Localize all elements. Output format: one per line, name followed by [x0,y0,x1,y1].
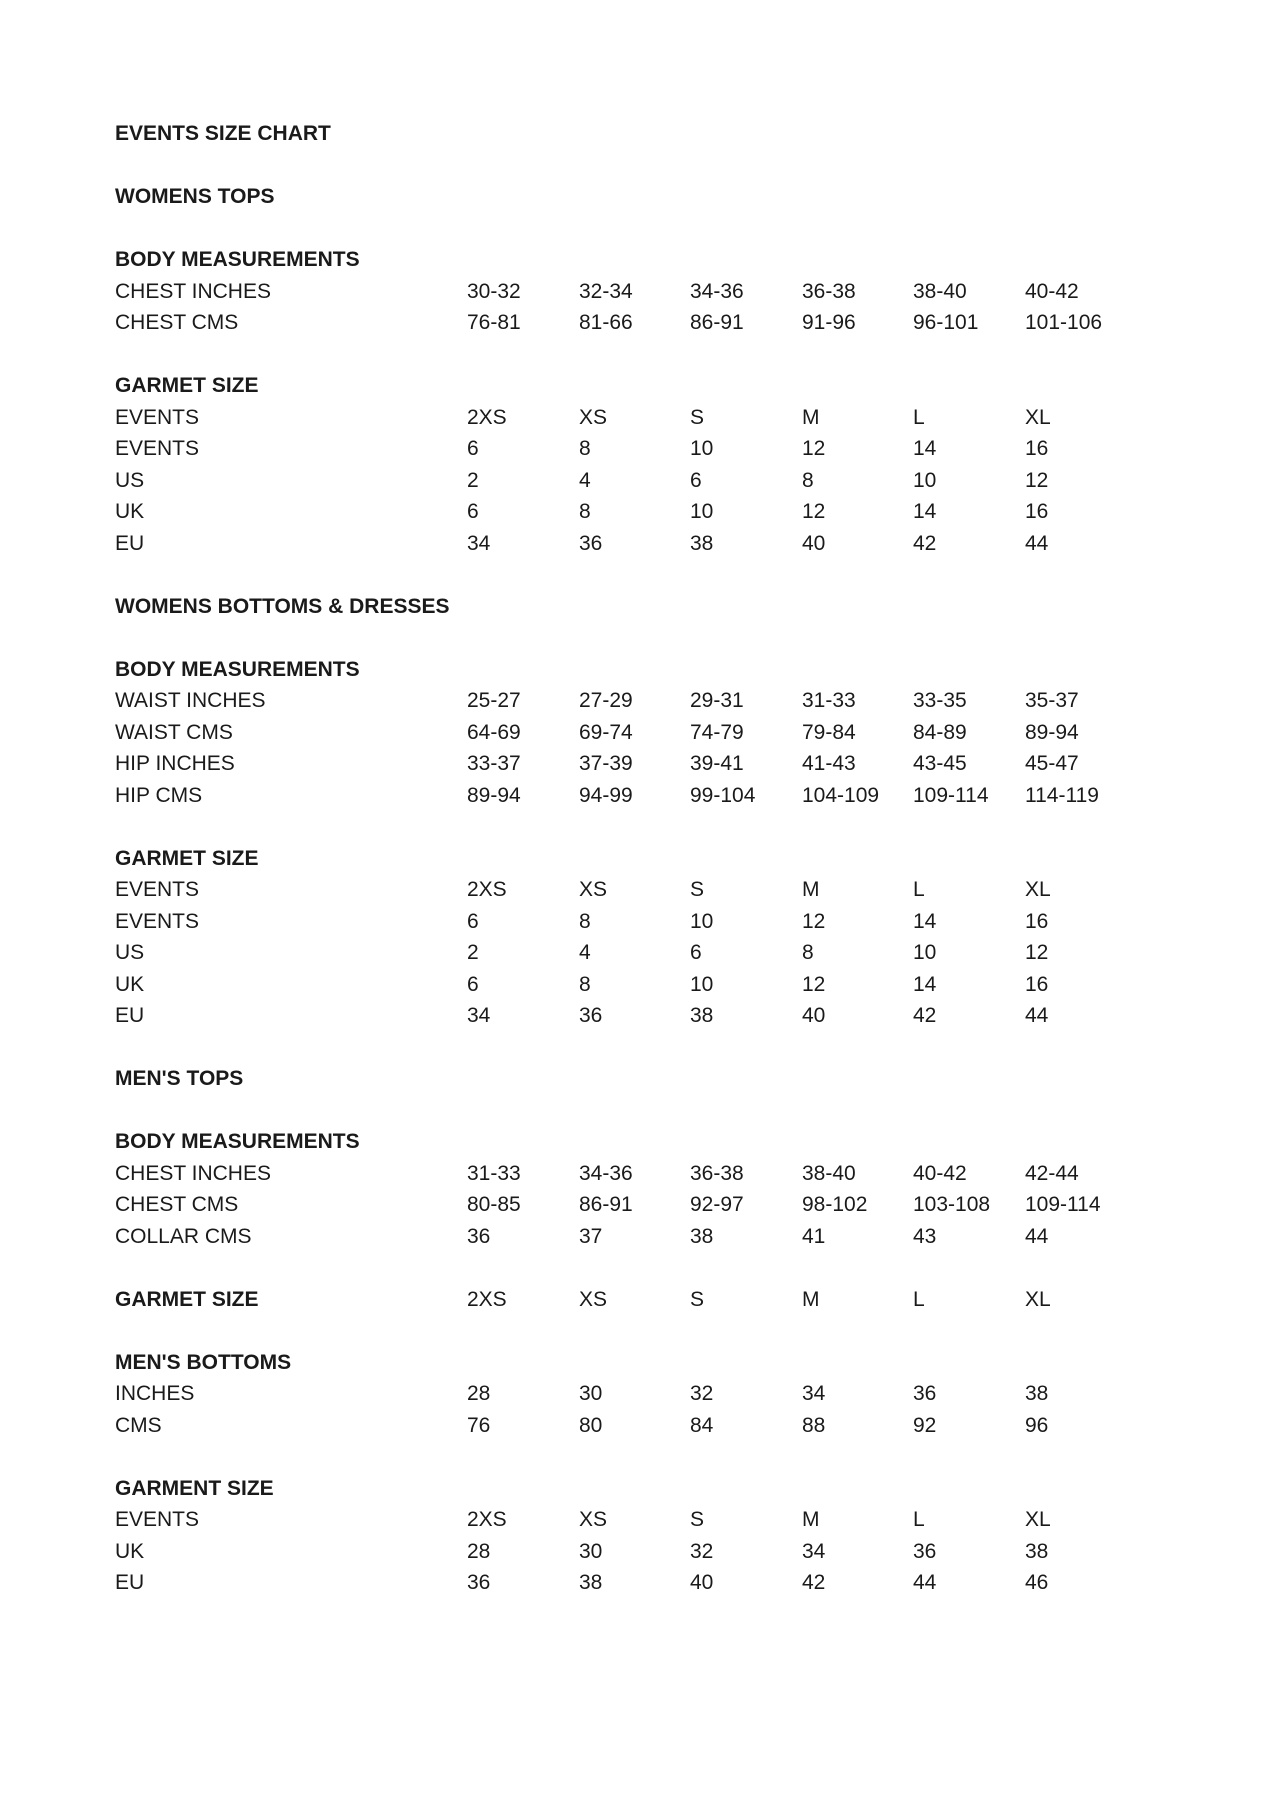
table-cell: 96-101 [913,311,979,334]
table-cell: 36 [579,1004,603,1027]
table-cell: 12 [802,909,826,933]
spacer [115,1095,1165,1127]
table-cell: 30 [579,1382,603,1405]
table-cell: 39-41 [690,752,744,775]
table-cell: 4 [579,468,591,492]
row-label: EVENTS [115,437,200,460]
table-cell: XL [1025,878,1051,901]
row-label: EU [115,1571,145,1594]
table-cell: XS [579,405,608,429]
table-cell: 88 [802,1413,826,1437]
table-cell: 45-47 [1025,752,1079,775]
row-label: CHEST CMS [115,311,239,334]
table-cell: 10 [690,972,714,996]
spacer [115,1441,1165,1473]
table-cell: 33-37 [467,752,521,775]
table-cell: 98-102 [802,1193,868,1216]
table-row [115,780,1165,812]
table-cell: 2XS [467,1508,507,1531]
table-row [115,685,1165,717]
row-label: UK [115,972,145,996]
table-cell: M [802,405,820,429]
row-label: CHEST INCHES [115,1161,271,1185]
table-cell: 38-40 [802,1161,856,1185]
table-cell: 14 [913,972,937,996]
table-cell: 34 [802,1539,826,1563]
table-cell: 8 [579,909,591,933]
spacer [115,559,1165,591]
table-cell: 36 [913,1539,937,1563]
table-cell: 16 [1025,437,1049,460]
row-label: WAIST INCHES [115,689,266,712]
section-heading [115,591,1165,623]
row-label: INCHES [115,1382,195,1405]
table-cell: 109-114 [1025,1193,1101,1216]
table-cell: 40-42 [1025,279,1079,303]
table-cell: S [690,1508,705,1531]
group-heading-text: BODY MEASUREMENTS [115,1130,360,1153]
table-cell: 14 [913,500,937,523]
row-label: CHEST CMS [115,1193,239,1216]
table-cell: 10 [690,909,714,933]
table-cell: 40 [802,531,826,555]
section-heading [115,181,1165,213]
table-row [115,528,1165,560]
table-cell: 36-38 [690,1161,744,1185]
table-cell: L [913,878,925,901]
table-cell: 109-114 [913,783,989,807]
row-label: EU [115,531,145,555]
table-cell: 40 [690,1571,714,1594]
table-cell: 2XS [467,405,507,429]
group-heading [115,843,1165,875]
group-heading-text: MEN'S BOTTOMS [115,1350,292,1374]
table-cell: 114-119 [1025,783,1099,807]
table-cell: 42 [913,1004,937,1027]
table-cell: 104-109 [802,783,880,807]
table-cell: 6 [690,468,702,492]
table-row [115,1504,1165,1536]
row-label: EVENTS [115,405,200,429]
table-cell: 28 [467,1539,491,1563]
table-cell: 30-32 [467,279,521,303]
table-cell: 16 [1025,500,1049,523]
table-cell: 38 [690,531,714,555]
table-cell: 29-31 [690,689,744,712]
table-cell: 2XS [467,1287,507,1311]
table-cell: 38 [579,1571,603,1594]
table-cell: 30 [579,1539,603,1563]
table-cell: 36 [467,1224,491,1248]
group-heading [115,1126,1165,1158]
table-cell: 33-35 [913,689,967,712]
group-heading-text: GARMENT SIZE [115,1476,274,1500]
table-cell: 14 [913,909,937,933]
table-cell: 16 [1025,909,1049,933]
table-cell: XL [1025,1508,1051,1531]
table-cell: 96 [1025,1413,1049,1437]
section-heading-text: WOMENS TOPS [115,185,275,208]
table-cell: 76 [467,1413,491,1437]
table-cell: S [690,1287,705,1311]
table-cell: 35-37 [1025,689,1079,712]
sections-container [115,181,1165,1630]
table-cell: 44 [1025,1224,1049,1248]
table-cell: 32 [690,1382,714,1405]
table-cell: XL [1025,405,1051,429]
table-cell: 80-85 [467,1193,521,1216]
spacer [115,1252,1165,1284]
table-cell: 46 [1025,1571,1049,1594]
table-cell: 12 [802,437,826,460]
table-cell: 6 [467,909,479,933]
table-cell: S [690,878,705,901]
table-cell: 8 [579,972,591,996]
table-cell: 101-106 [1025,311,1103,334]
group-heading-text: GARMET SIZE [115,374,259,397]
table-cell: 12 [1025,941,1049,964]
row-label: UK [115,500,145,523]
row-label: EVENTS [115,878,200,901]
table-cell: XL [1025,1287,1051,1311]
table-cell: 89-94 [467,783,521,807]
table-cell: 10 [913,941,937,964]
table-cell: 44 [913,1571,937,1594]
table-row [115,1410,1165,1442]
table-cell: 36-38 [802,279,856,303]
table-cell: 10 [690,437,714,460]
table-cell: 89-94 [1025,720,1079,744]
table-cell: 92-97 [690,1193,744,1216]
table-cell: XS [579,878,608,901]
table-cell: 34 [802,1382,826,1405]
table-row [115,969,1165,1001]
table-cell: 12 [802,972,826,996]
table-cell: 10 [690,500,714,523]
table-cell: 84-89 [913,720,967,744]
group-heading-text: GARMET SIZE [115,1287,259,1311]
table-cell: 103-108 [913,1193,991,1216]
table-cell: XS [579,1287,608,1311]
table-cell: 8 [579,437,591,460]
table-cell: 8 [802,468,814,492]
table-cell: M [802,1508,820,1531]
row-label: HIP CMS [115,783,203,807]
table-cell: 4 [579,941,591,964]
table-cell: 37 [579,1224,603,1248]
table-row [115,906,1165,938]
table-cell: 40 [802,1004,826,1027]
table-cell: 37-39 [579,752,633,775]
table-cell: 6 [690,941,702,964]
table-cell: XS [579,1508,608,1531]
table-cell: 34 [467,531,491,555]
table-row [115,1567,1165,1599]
row-label: WAIST CMS [115,720,233,744]
table-row [115,1536,1165,1568]
table-cell: 74-79 [690,720,744,744]
group-heading [115,370,1165,402]
table-cell: 42-44 [1025,1161,1079,1185]
table-row [115,402,1165,434]
table-cell: 44 [1025,531,1049,555]
group-heading-text: BODY MEASUREMENTS [115,248,360,271]
table-cell: 31-33 [467,1161,521,1185]
table-cell: 2XS [467,878,507,901]
spacer [115,339,1165,371]
table-cell: 36 [467,1571,491,1594]
table-cell: 42 [802,1571,826,1594]
table-cell: 6 [467,500,479,523]
group-heading-text: GARMET SIZE [115,846,259,870]
spacer [115,1315,1165,1347]
table-row [115,1189,1165,1221]
table-row [115,1000,1165,1032]
table-cell: 14 [913,437,937,460]
table-cell: 38-40 [913,279,967,303]
table-cell: 94-99 [579,783,633,807]
table-cell: 28 [467,1382,491,1405]
table-cell: 10 [913,468,937,492]
spacer [115,1032,1165,1064]
table-cell: 8 [802,941,814,964]
table-cell: 99-104 [690,783,756,807]
table-cell: 69-74 [579,720,633,744]
table-cell: 25-27 [467,689,521,712]
group-heading [115,244,1165,276]
table-cell: 43 [913,1224,937,1248]
table-row [115,717,1165,749]
table-cell: 80 [579,1413,603,1437]
document-title [115,118,1165,150]
table-cell: 41-43 [802,752,856,775]
row-label: COLLAR CMS [115,1224,252,1248]
spacer [115,622,1165,654]
table-cell: S [690,405,705,429]
group-heading [115,1347,1165,1379]
table-cell: 41 [802,1224,826,1248]
spacer [115,150,1165,182]
table-cell: 38 [1025,1539,1049,1563]
document-title-text: EVENTS SIZE CHART [115,122,331,145]
table-cell: 34 [467,1004,491,1027]
table-cell: 86-91 [579,1193,633,1216]
table-cell: 76-81 [467,311,521,334]
table-row [115,1158,1165,1190]
table-cell: 34-36 [690,279,744,303]
table-cell: 84 [690,1413,714,1437]
row-label: UK [115,1539,145,1563]
row-label: US [115,941,145,964]
table-cell: 6 [467,972,479,996]
section-heading-text: WOMENS BOTTOMS & DRESSES [115,594,450,618]
table-cell: 38 [690,1004,714,1027]
table-cell: L [913,1287,925,1311]
table-cell: 86-91 [690,311,744,334]
table-row [115,496,1165,528]
group-heading [115,1284,1165,1316]
spacer [115,213,1165,245]
table-cell: 12 [1025,468,1049,492]
row-label: HIP INCHES [115,752,235,775]
table-cell: 91-96 [802,311,856,334]
table-cell: 38 [1025,1382,1049,1405]
table-cell: 6 [467,437,479,460]
table-cell: 64-69 [467,720,521,744]
table-row [115,1378,1165,1410]
table-cell: 36 [579,531,603,555]
section-heading-text: MEN'S TOPS [115,1067,244,1090]
table-cell: 34-36 [579,1161,633,1185]
table-cell: 42 [913,531,937,555]
table-row [115,433,1165,465]
table-row [115,465,1165,497]
row-label: EVENTS [115,1508,200,1531]
table-cell: 36 [913,1382,937,1405]
table-cell: 27-29 [579,689,633,712]
spacer [115,811,1165,843]
group-heading [115,654,1165,686]
table-cell: 32-34 [579,279,633,303]
row-label: US [115,468,145,492]
table-row [115,937,1165,969]
size-chart-document [115,118,1165,1630]
table-row [115,307,1165,339]
table-cell: 40-42 [913,1161,967,1185]
table-cell: 38 [690,1224,714,1248]
group-heading-text: BODY MEASUREMENTS [115,657,360,681]
table-cell: L [913,1508,925,1531]
table-cell: 2 [467,941,479,964]
spacer [115,1599,1165,1631]
table-cell: 32 [690,1539,714,1563]
row-label: EVENTS [115,909,200,933]
section-heading [115,1063,1165,1095]
table-cell: M [802,1287,820,1311]
table-cell: M [802,878,820,901]
table-cell: L [913,405,925,429]
table-cell: 8 [579,500,591,523]
table-cell: 79-84 [802,720,856,744]
table-row [115,748,1165,780]
group-heading [115,1473,1165,1505]
table-cell: 43-45 [913,752,967,775]
table-cell: 31-33 [802,689,856,712]
table-row [115,276,1165,308]
row-label: EU [115,1004,145,1027]
table-row [115,1221,1165,1253]
table-cell: 2 [467,468,479,492]
table-cell: 81-66 [579,311,633,334]
table-cell: 92 [913,1413,937,1437]
table-cell: 44 [1025,1004,1049,1027]
table-cell: 16 [1025,972,1049,996]
table-row [115,874,1165,906]
row-label: CMS [115,1413,162,1437]
table-cell: 12 [802,500,826,523]
row-label: CHEST INCHES [115,279,271,303]
